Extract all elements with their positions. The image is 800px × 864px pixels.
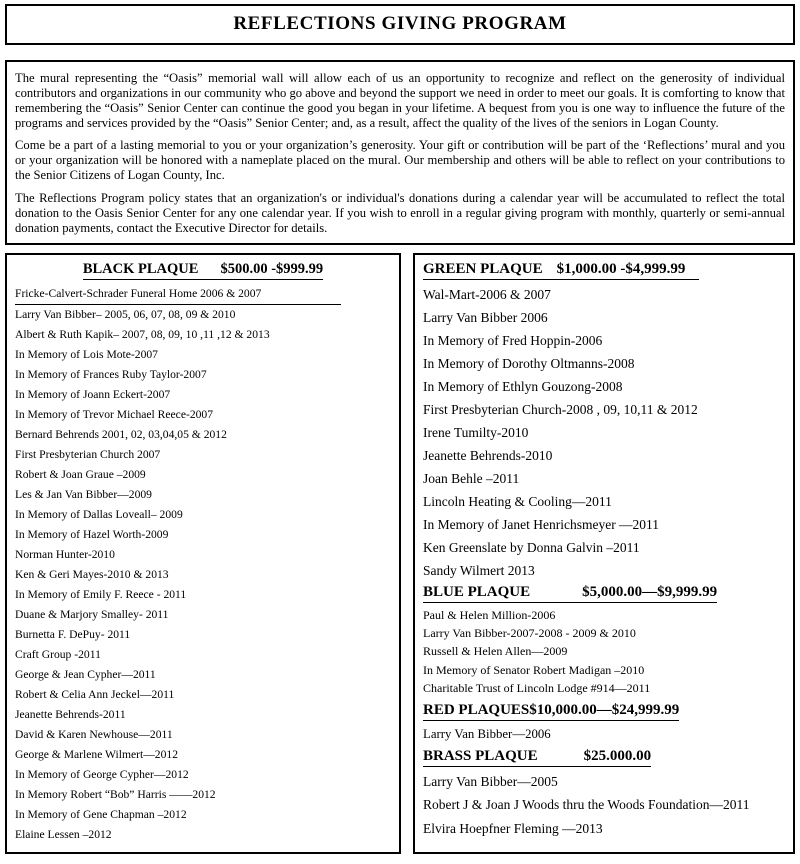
plaque-level-label: RED PLAQUES — [423, 701, 530, 718]
donor-entry: In Memory of Emily F. Reece - 2011 — [15, 587, 187, 601]
donor-entry: Duane & Marjory Smalley- 2011 — [15, 607, 169, 621]
donor-entry: In Memory of Fred Hoppin-2006 — [423, 332, 603, 348]
title-box — [5, 4, 795, 45]
heading-underline — [83, 261, 323, 280]
donor-entry: Russell & Helen Allen—2009 — [423, 644, 568, 659]
donor-entry: Larry Van Bibber 2006 — [423, 309, 548, 325]
donor-entry: In Memory of Frances Ruby Taylor-2007 — [15, 367, 207, 381]
donor-entry: Sandy Wilmert 2013 — [423, 562, 535, 578]
plaque-section-heading — [423, 702, 785, 721]
donor-entry: Ken & Geri Mayes-2010 & 2013 — [15, 567, 169, 581]
donor-entry: Craft Group -2011 — [15, 647, 101, 661]
plaque-price-range: $25.000.00 — [583, 747, 652, 764]
donor-entry: Irene Tumilty-2010 — [423, 424, 529, 440]
donor-entry: In Memory of Joann Eckert-2007 — [15, 387, 171, 401]
plaque-price-range: $5,000.00—$9,999.99 — [582, 583, 718, 600]
intro-paragraph-2: Come be a part of a lasting memorial to you or your organization’s generosity. Your gift or contribution will be part of the ‘Reflections’ mural and you or your organization will be honored with a nameplate placed on the mural. Our membership and others will be able to reflect on your contributions to the Senior Citizens of Logan County, Inc. — [15, 138, 785, 183]
intro-paragraph-1: The mural representing the “Oasis” memorial wall will allow each of us an opportunity to recognize and reflect on the generosity of individual contributors and organizations in our community who go above and beyond the support we need in order to meet our goals. It is comforting to know that remembering the “Oasis” Senior Center can continue the good you began in your lifetime. A bequest from you is one way to influence the future of the programs and services provided by the “Oasis” Senior Center; and, as a result, affect the quality of the lives of the seniors in Logan County. — [15, 71, 785, 130]
donor-entry: In Memory of Dorothy Oltmanns-2008 — [423, 355, 635, 371]
donor-entry: In Memory of Janet Henrichsmeyer —2011 — [423, 516, 660, 532]
heading-underline — [423, 748, 651, 767]
donor-entry: Norman Hunter-2010 — [15, 547, 115, 561]
plaque-section-red — [423, 702, 785, 745]
plaque-section-black — [15, 261, 391, 845]
donor-entry: Elvira Hoepfner Fleming —2013 — [423, 820, 603, 836]
donor-entry: Bernard Behrends 2001, 02, 03,04,05 & 2012 — [15, 427, 227, 441]
plaque-section-heading — [423, 748, 785, 767]
donor-entry: First Presbyterian Church-2008 , 09, 10,11 & 2012 — [423, 401, 698, 417]
donor-entry: Wal-Mart-2006 & 2007 — [423, 286, 551, 302]
donor-entry: Charitable Trust of Lincoln Lodge #914—2011 — [423, 681, 651, 696]
page-title: REFLECTIONS GIVING PROGRAM — [233, 13, 567, 34]
heading-underline — [423, 261, 699, 280]
donor-entry: David & Karen Newhouse—2011 — [15, 727, 173, 741]
donor-entry: In Memory of George Cypher—2012 — [15, 767, 189, 781]
donor-entry: Joan Behle –2011 — [423, 470, 520, 486]
intro-paragraph-3: The Reflections Program policy states that an organization's or individual's donations during a calendar year will be accumulated to reflect the total donation to the Oasis Senior Center for any one calendar year. If you wish to enroll in a regular giving program with monthly, quarterly or semi-annual donation payments, contact the Executive Director for details. — [15, 191, 785, 235]
donor-entry: In Memory of Senator Robert Madigan –2010 — [423, 662, 645, 677]
donor-entry: Burnetta F. DePuy- 2011 — [15, 627, 131, 641]
plaque-section-heading — [423, 584, 785, 603]
donor-entry: Robert & Joan Graue –2009 — [15, 467, 146, 481]
plaque-section-heading — [15, 261, 391, 280]
plaque-section-brass — [423, 748, 785, 841]
donor-entry: In Memory of Gene Chapman –2012 — [15, 807, 187, 821]
donor-entry: Paul & Helen Million-2006 — [423, 607, 556, 622]
donor-entry: Jeanette Behrends-2010 — [423, 447, 553, 463]
donor-entry: Jeanette Behrends-2011 — [15, 707, 126, 721]
heading-underline — [423, 584, 717, 603]
donor-entry: Fricke-Calvert-Schrader Funeral Home 2006 & 2007 — [15, 284, 341, 305]
right-column — [413, 253, 795, 854]
donor-entry: In Memory of Trevor Michael Reece-2007 — [15, 407, 214, 421]
donor-entry: George & Marlene Wilmert—2012 — [15, 747, 178, 761]
donor-entry: Larry Van Bibber– 2005, 06, 07, 08, 09 & 2010 — [15, 307, 236, 321]
donor-entry: Larry Van Bibber—2006 — [423, 726, 551, 741]
donor-entry: Albert & Ruth Kapik– 2007, 08, 09, 10 ,11 ,12 & 2013 — [15, 327, 270, 341]
plaque-price-range: $1,000.00 -$4,999.99 — [556, 260, 686, 277]
plaque-section-heading — [423, 261, 785, 280]
donor-entry: Ken Greenslate by Donna Galvin –2011 — [423, 539, 640, 555]
heading-underline — [423, 702, 679, 721]
donor-entry: In Memory of Hazel Worth-2009 — [15, 527, 169, 541]
left-column — [5, 253, 401, 854]
donor-entry: In Memory of Ethlyn Gouzong-2008 — [423, 378, 623, 394]
donor-entry: In Memory of Dallas Loveall– 2009 — [15, 507, 183, 521]
plaque-level-label: BLACK PLAQUE — [82, 260, 199, 277]
plaque-level-label: BRASS PLAQUE — [423, 747, 538, 764]
donor-entry: Les & Jan Van Bibber—2009 — [15, 487, 152, 501]
donor-entry: Larry Van Bibber-2007-2008 - 2009 & 2010 — [423, 626, 636, 640]
donor-entry: Lincoln Heating & Cooling—2011 — [423, 493, 612, 509]
plaque-level-label: GREEN PLAQUE — [423, 260, 543, 277]
intro-box — [5, 60, 795, 245]
donor-entry: Elaine Lessen –2012 — [15, 827, 112, 841]
donor-entry: Robert & Celia Ann Jeckel—2011 — [15, 687, 175, 701]
donor-entry: In Memory Robert “Bob” Harris ——2012 — [15, 787, 216, 801]
plaque-section-green — [423, 261, 785, 582]
donor-entry: George & Jean Cypher—2011 — [15, 667, 156, 681]
donor-entry: First Presbyterian Church 2007 — [15, 447, 161, 461]
plaque-price-range: $500.00 -$999.99 — [220, 260, 324, 277]
donor-entry: In Memory of Lois Mote-2007 — [15, 347, 158, 361]
plaque-columns — [5, 253, 795, 854]
donor-entry: Larry Van Bibber—2005 — [423, 773, 558, 789]
plaque-section-blue — [423, 584, 785, 698]
plaque-price-range: $10,000.00—$24,999.99 — [529, 701, 680, 718]
plaque-level-label: BLUE PLAQUE — [423, 583, 531, 600]
donor-entry: Robert J & Joan J Woods thru the Woods Foundation—2011 — [423, 797, 750, 813]
